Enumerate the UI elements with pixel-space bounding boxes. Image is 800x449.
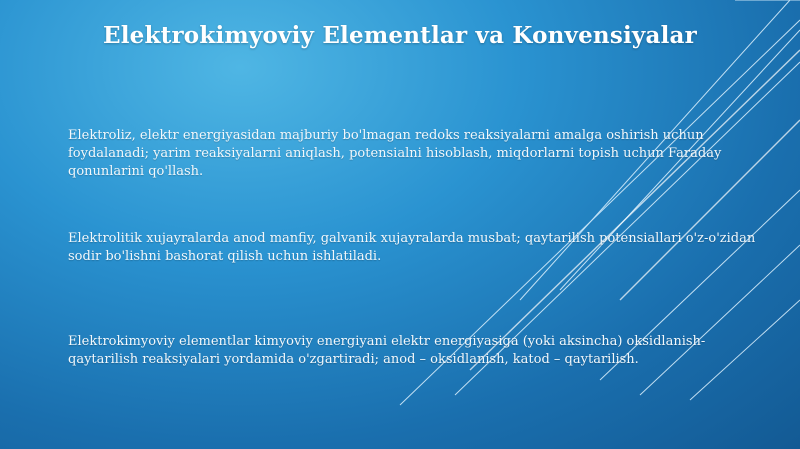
slide-title: Elektrokimyoviy Elementlar va Konvensiyalar	[103, 22, 697, 49]
paragraph-cell-polarity: Elektrolitik xujayralarda anod manfiy, galvanik xujayralarda musbat; qaytarilish potensiallari o'z-o'zidan sodir bo'lishni bashorat qilish uchun ishlatiladi.	[68, 231, 756, 264]
paragraph-electrochemical-cells: Elektrokimyoviy elementlar kimyoviy energiyani elektr energiyasiga (yoki aksincha) oksidlanish-qaytarilish reaksiyalari yordamida o'zgartiradi; anod – oksidlanish, katod – qaytarilish.	[68, 334, 706, 367]
paragraph-electrolysis: Elektroliz, elektr energiyasidan majburiy bo'lmagan redoks reaksiyalarni amalga oshirish uchun foydalanadi; yarim reaksiyalarni aniqlash, potensialni hisoblash, miqdorlarni topish uchun Faraday qonunlarini qo'llash.	[68, 128, 722, 179]
